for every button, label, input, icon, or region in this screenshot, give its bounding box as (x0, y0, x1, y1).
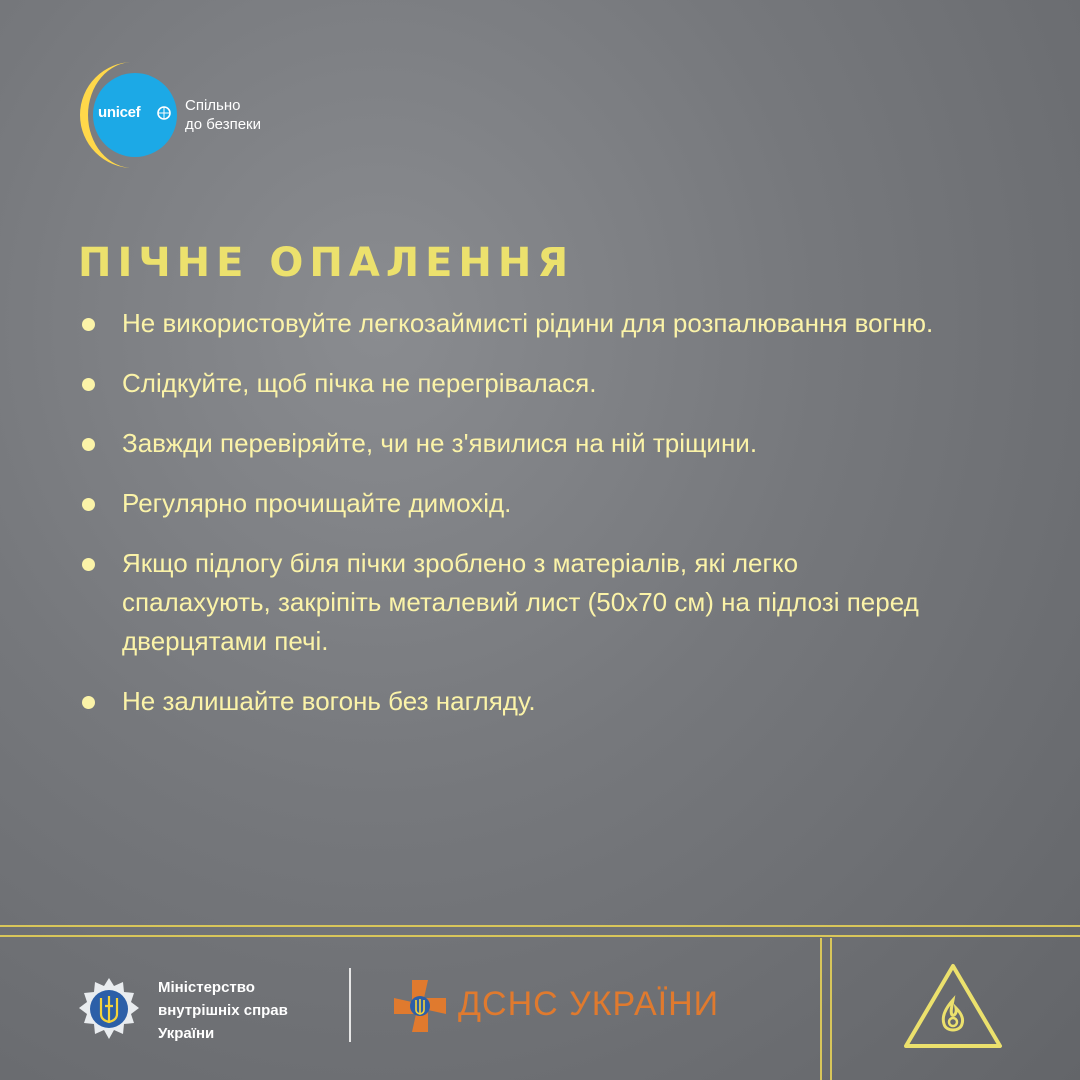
footer-vertical-divider (830, 938, 832, 1080)
footer-separator (349, 968, 351, 1042)
footer-divider (0, 935, 1080, 937)
bullet-icon (82, 498, 95, 511)
list-item (78, 304, 978, 343)
list-item (78, 484, 978, 523)
ministry-name-line: внутрішніх справ (158, 1002, 288, 1019)
slogan-line: до безпеки (185, 116, 261, 133)
dsns-cross-emblem-icon (390, 976, 450, 1036)
slogan-line: Спільно (185, 97, 241, 114)
bullet-icon (82, 696, 95, 709)
bullet-icon (82, 318, 95, 331)
ministry-name-line: України (158, 1025, 215, 1042)
bullet-icon (82, 378, 95, 391)
page-title: ПІЧНЕ ОПАЛЕННЯ (78, 240, 575, 286)
bullet-icon (82, 558, 95, 571)
bullet-icon (82, 438, 95, 451)
fire-warning-triangle-icon (900, 960, 1006, 1054)
footer-divider (0, 925, 1080, 927)
list-item (78, 682, 978, 721)
tip-text: Якщо підлогу біля пічки зроблено з матеріалів, які легко спалахують, закріпіть металевий лист (50х70 см) на підлозі перед дверцятами печі. (122, 548, 919, 656)
ministry-name (158, 976, 288, 1045)
tip-text: Регулярно прочищайте димохід. (122, 488, 512, 518)
list-item (78, 364, 978, 403)
trident-emblem-icon (76, 976, 142, 1042)
dsns-name: ДСНС УКРАЇНИ (458, 985, 720, 1023)
tips-list (78, 304, 978, 742)
list-item (78, 424, 978, 463)
unicef-logo-block (78, 60, 318, 170)
ministry-name-line: Міністерство (158, 979, 255, 996)
footer-vertical-divider (820, 938, 822, 1080)
tip-text: Слідкуйте, щоб пічка не перегрівалася. (122, 368, 597, 398)
tip-text: Не залишайте вогонь без нагляду. (122, 686, 536, 716)
tip-text: Завжди перевіряйте, чи не з'явилися на ній тріщини. (122, 428, 758, 458)
unicef-wordmark: unicef (98, 104, 141, 121)
tip-text: Не використовуйте легкозаймисті рідини для розпалювання вогню. (122, 308, 934, 338)
list-item (78, 544, 922, 661)
slogan (185, 96, 261, 134)
